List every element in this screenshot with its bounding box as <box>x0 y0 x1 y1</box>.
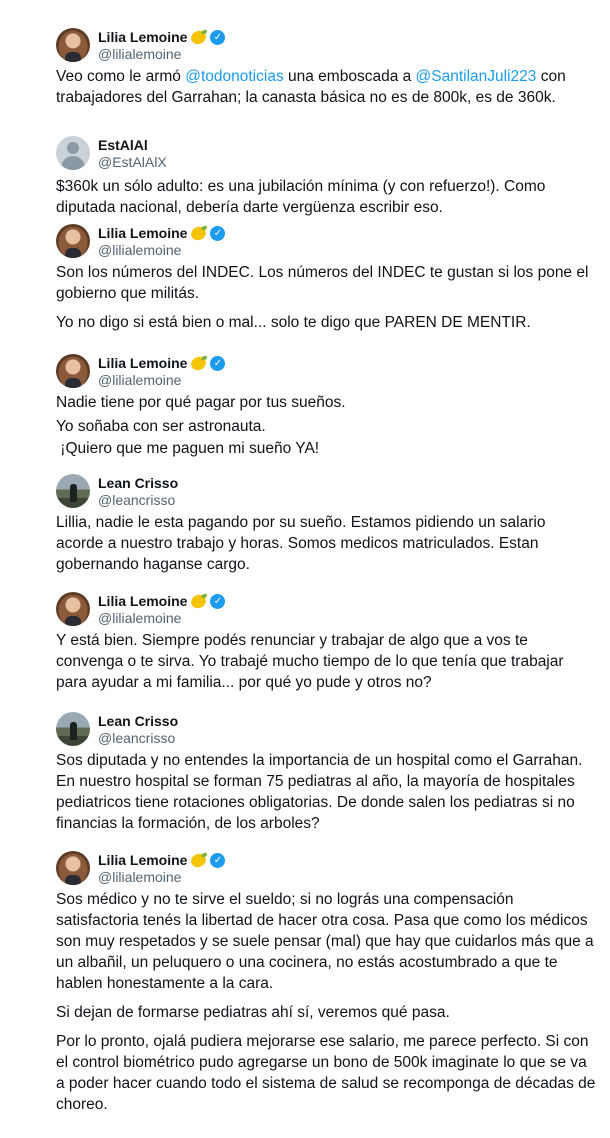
tweet-text <box>56 512 596 575</box>
avatar[interactable] <box>56 712 90 746</box>
avatar[interactable] <box>56 592 90 626</box>
author-name[interactable]: EstAlAl <box>98 137 148 153</box>
author-name[interactable]: Lilia Lemoine <box>98 852 188 868</box>
author-row <box>98 851 225 869</box>
author-handle[interactable]: @lilialemoine <box>98 242 182 258</box>
tweet-paragraph: Son los números del INDEC. Los números del INDEC te gustan si los pone el gobierno que militás. <box>56 264 589 302</box>
tweet-text <box>56 262 596 333</box>
lemon-emoji-icon <box>189 851 208 869</box>
lemon-emoji-icon <box>189 224 208 242</box>
author-row <box>98 592 225 610</box>
verified-badge-icon: ✓ <box>210 30 225 45</box>
author-name[interactable]: Lean Crisso <box>98 713 179 729</box>
lemon-emoji-icon <box>189 28 208 46</box>
text-segment: una emboscada a <box>283 68 416 85</box>
tweet-text <box>56 392 596 459</box>
avatar[interactable] <box>56 474 90 508</box>
author-handle[interactable]: @lilialemoine <box>98 372 182 388</box>
tweet-paragraph <box>56 66 596 108</box>
tweet-paragraph: Lillia, nadie le esta pagando por su sueño. Estamos pidiendo un salario acorde a nuestro trabajo y horas. Somos medicos matriculados. Estan gobernando haganse cargo. <box>56 514 546 573</box>
author-row <box>98 224 225 242</box>
tweet-text <box>56 66 596 108</box>
tweet-paragraph: Yo no digo si está bien o mal... solo te digo que PAREN DE MENTIR. <box>56 314 531 331</box>
tweet-paragraph: ¡Quiero que me paguen mi sueño YA! <box>56 440 320 457</box>
author-handle[interactable]: @lilialemoine <box>98 610 182 626</box>
lemon-emoji-icon <box>189 354 208 372</box>
author-handle[interactable]: @EstAlAlX <box>98 154 167 170</box>
author-row <box>98 712 178 730</box>
author-row <box>98 28 225 46</box>
tweet-paragraph: Sos diputada y no entendes la importancia de un hospital como el Garrahan. En nuestro hospital se forman 75 pediatras al año, la mayoría de hospitales pediatricos tiene rotaciones obligatorias. De donde salen los pediatras si no financias la formación, de los arboles? <box>56 752 583 832</box>
avatar[interactable] <box>56 136 90 170</box>
verified-badge-icon: ✓ <box>210 594 225 609</box>
author-row <box>98 354 225 372</box>
text-segment: con trabajadores del Garrahan; la canasta básica no es de 800k, es de 360k. <box>56 68 566 106</box>
avatar[interactable] <box>56 354 90 388</box>
tweet-paragraph: Si dejan de formarse pediatras ahí sí, veremos qué pasa. <box>56 1004 450 1021</box>
verified-badge-icon: ✓ <box>210 356 225 371</box>
verified-badge-icon: ✓ <box>210 226 225 241</box>
tweet-paragraph: Sos médico y no te sirve el sueldo; si no lográs una compensación satisfactoria tenés la libertad de hacer otra cosa. Pasa que como los médicos son muy respetados y se suele pensar (mal) que hay que cuidarlos más que a un albañil, un peluquero o una cocinera, no estás acostumbrado a que te hablen honestamente a la cara. <box>56 891 594 992</box>
text-segment: Veo como le armó <box>56 68 186 85</box>
author-name[interactable]: Lilia Lemoine <box>98 29 188 45</box>
avatar[interactable] <box>56 851 90 885</box>
author-name[interactable]: Lean Crisso <box>98 475 179 491</box>
tweet-paragraph: Yo soñaba con ser astronauta. <box>56 418 266 435</box>
tweet-paragraph: Y está bien. Siempre podés renunciar y trabajar de algo que a vos te convenga o te sirva. Yo trabajé mucho tiempo de lo que tenía que trabajar para ayudar a mi familia... por qué yo pude y otros no? <box>56 632 564 691</box>
avatar[interactable] <box>56 224 90 258</box>
tweet-paragraph: Nadie tiene por qué pagar por tus sueños. <box>56 394 346 411</box>
tweet-paragraph: Por lo pronto, ojalá pudiera mejorarse ese salario, me parece perfecto. Si con el control biométrico pudo agregarse un bono de 500k imaginate lo que se va a poder hacer cuando todo el sistema de salud se recomponga de décadas de choreo. <box>56 1033 596 1113</box>
mention-link[interactable]: @SantilanJuli223 <box>415 68 537 85</box>
author-handle[interactable]: @leancrisso <box>98 730 176 746</box>
author-row <box>98 136 148 154</box>
tweet-text <box>56 750 596 834</box>
avatar[interactable] <box>56 28 90 62</box>
author-row <box>98 474 178 492</box>
tweet-text <box>56 630 596 693</box>
author-handle[interactable]: @lilialemoine <box>98 869 182 885</box>
author-name[interactable]: Lilia Lemoine <box>98 593 188 609</box>
author-handle[interactable]: @leancrisso <box>98 492 176 508</box>
tweet-text <box>56 176 596 218</box>
tweet-paragraph: $360k un sólo adulto: es una jubilación mínima (y con refuerzo!). Como diputada nacional, debería darte vergüenza escribir eso. <box>56 178 546 216</box>
lemon-emoji-icon <box>189 592 208 610</box>
author-handle[interactable]: @lilialemoine <box>98 46 182 62</box>
verified-badge-icon: ✓ <box>210 853 225 868</box>
author-name[interactable]: Lilia Lemoine <box>98 225 188 241</box>
mention-link[interactable]: @todonoticias <box>185 68 284 85</box>
author-name[interactable]: Lilia Lemoine <box>98 355 188 371</box>
tweet-text <box>56 889 596 1115</box>
